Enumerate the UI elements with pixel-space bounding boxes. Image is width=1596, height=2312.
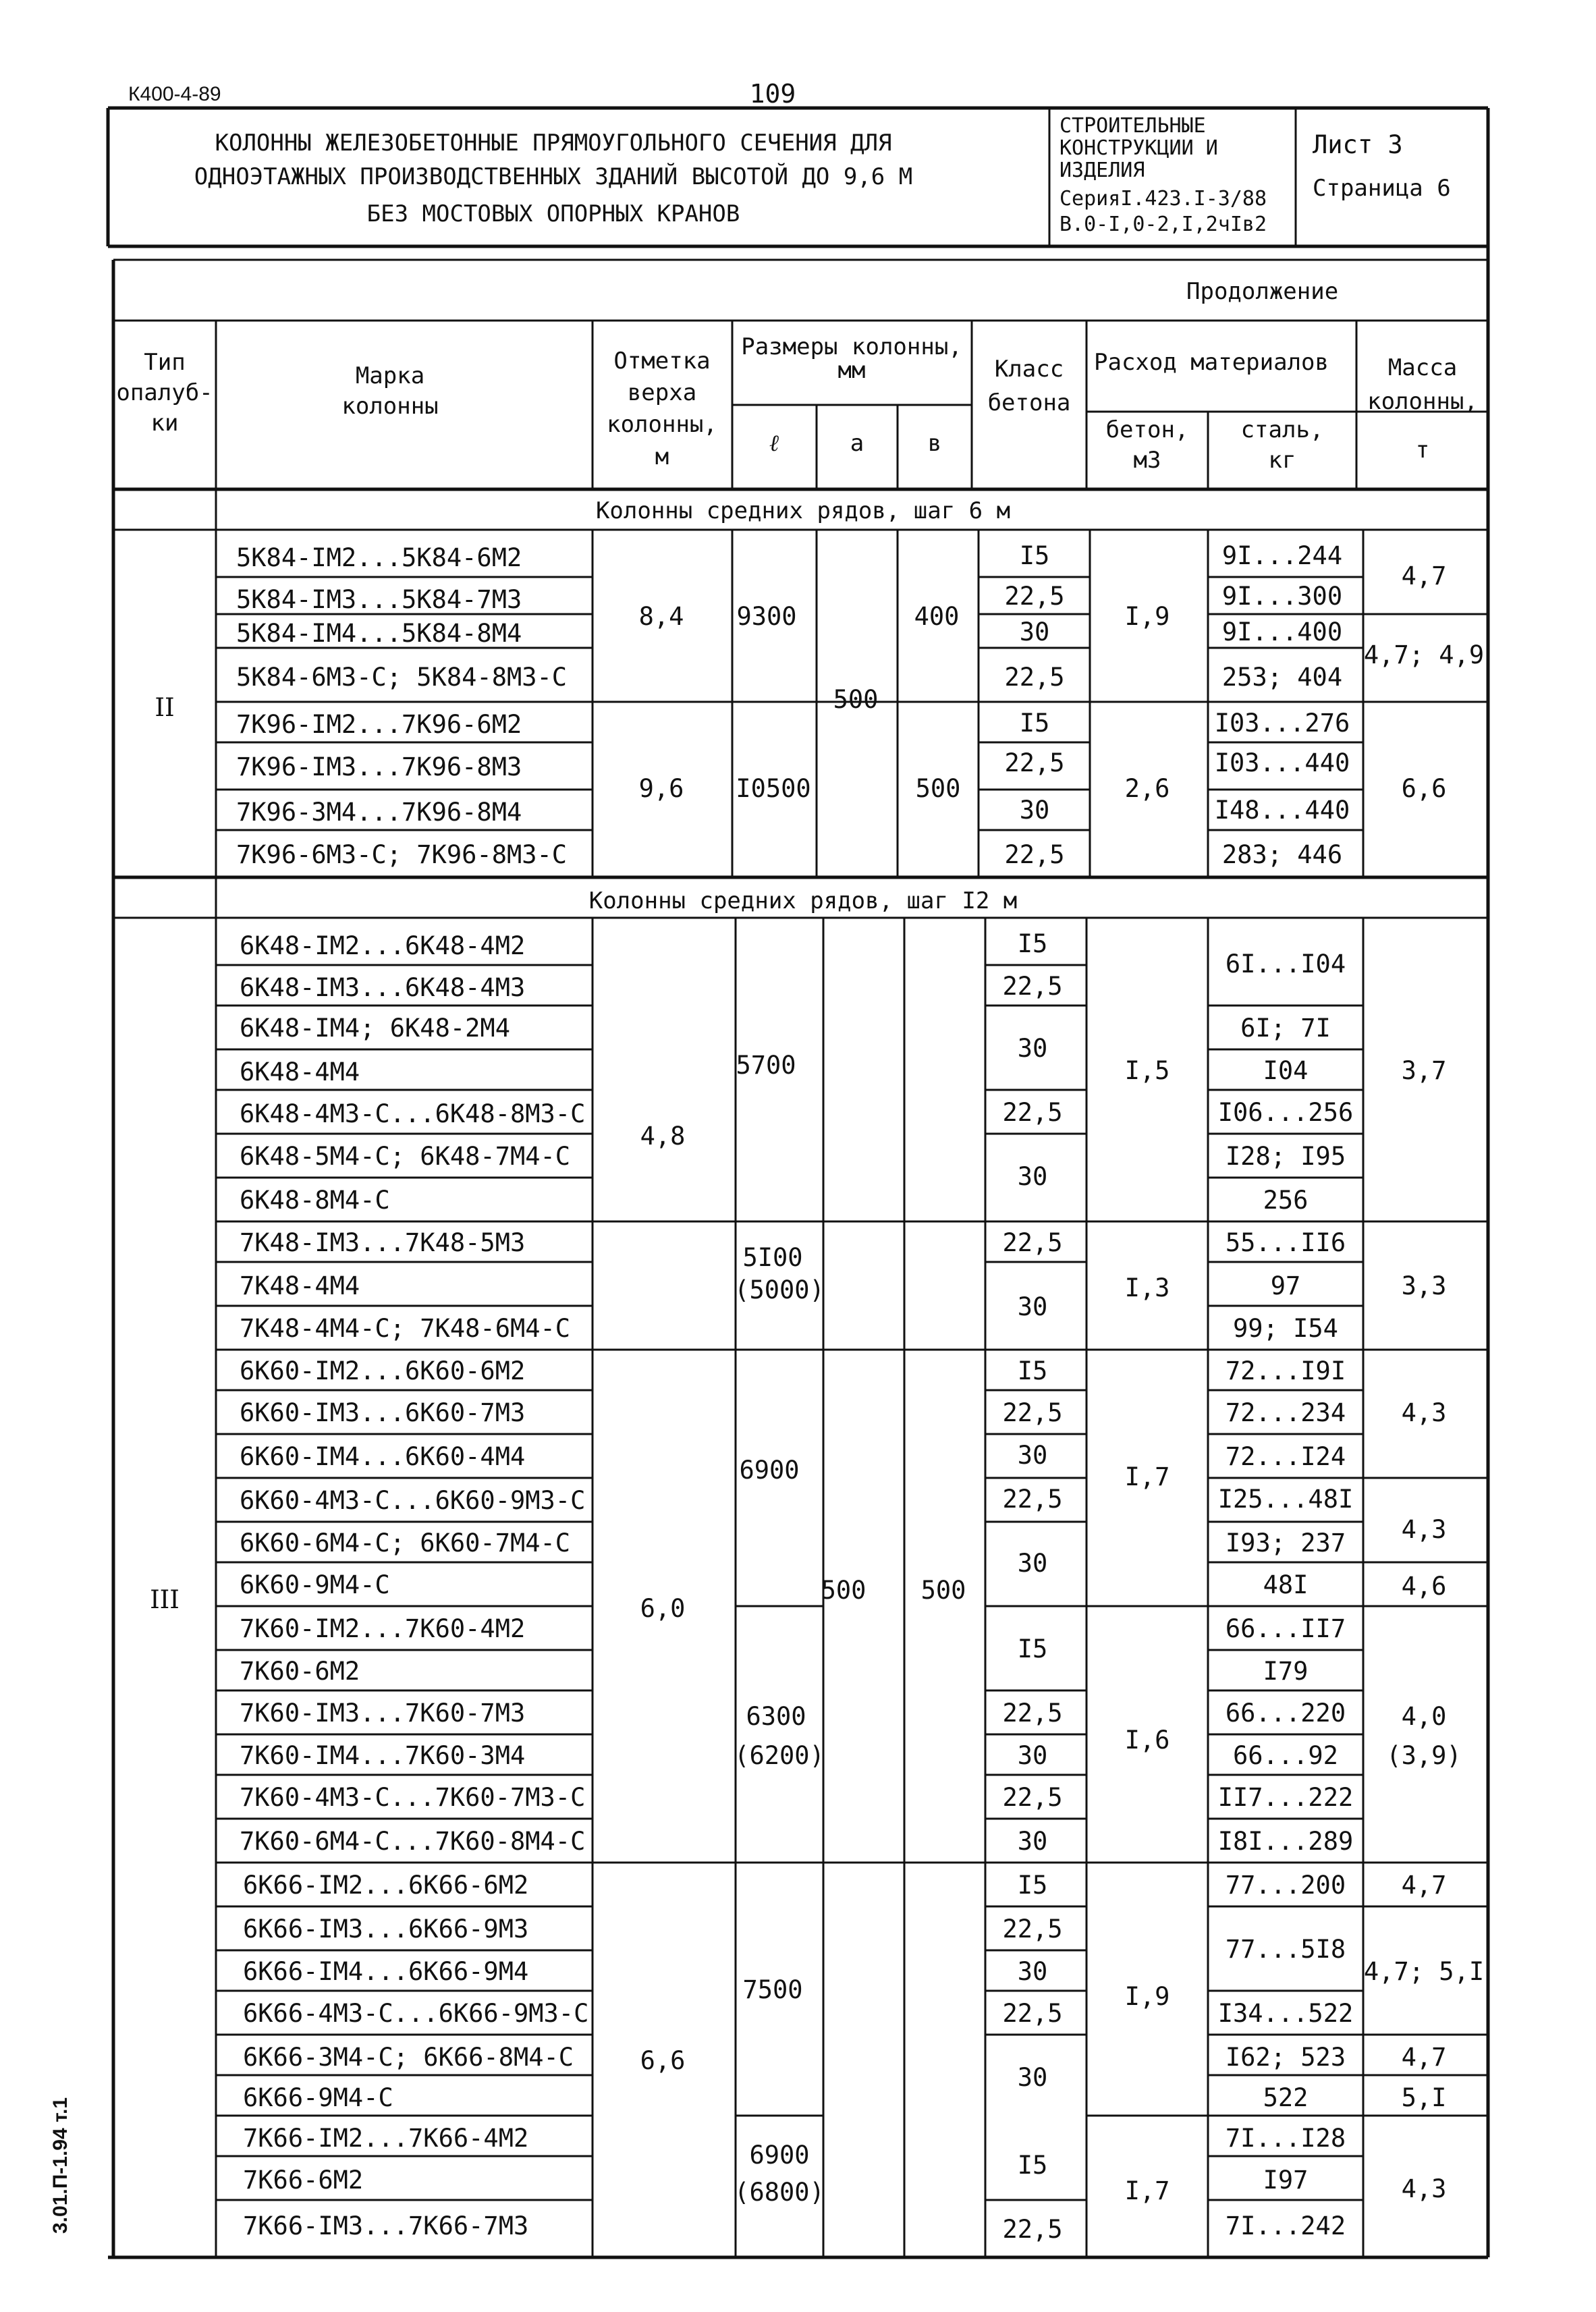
s1-class-1: I5 bbox=[1019, 541, 1050, 570]
s1-mark-5: 7К96-IМ2...7К96-6М2 bbox=[236, 710, 522, 739]
s2-steel-4: I06...256 bbox=[1217, 1098, 1354, 1127]
s2-class-5: 30 bbox=[1017, 1162, 1048, 1191]
s2-mark-15: 6К60-6М4-С; 6К60-7М4-С bbox=[240, 1529, 571, 1558]
s2-mass-4: 4,3 bbox=[1401, 1515, 1447, 1544]
s1-steel-5: I03...276 bbox=[1214, 709, 1350, 738]
s2-steel-2: 6I; 7I bbox=[1240, 1014, 1331, 1043]
s1-mark-3: 5К84-IМ4...5К84-8М4 bbox=[236, 619, 522, 648]
s1-steel-6: I03...440 bbox=[1214, 748, 1350, 777]
s1-mark-7: 7К96-3М4...7К96-8М4 bbox=[236, 798, 522, 827]
s1-class-4: 22,5 bbox=[1004, 663, 1065, 692]
s2-class-23: I5 bbox=[1017, 2151, 1048, 2180]
hdr-mass-2: колонны, bbox=[1367, 388, 1478, 415]
s2-steel-9: 99; I54 bbox=[1233, 1314, 1338, 1343]
s2-steel-1: 6I...I04 bbox=[1225, 949, 1346, 979]
s2-length-3: (5000) bbox=[734, 1275, 825, 1304]
hdr-class-2: бетона bbox=[987, 389, 1071, 416]
s2-mass-1: 3,7 bbox=[1401, 1056, 1447, 1085]
s2-class-10: 30 bbox=[1017, 1441, 1048, 1470]
s2-steel-23: 77...5I8 bbox=[1225, 1935, 1346, 1964]
s1-class-5: I5 bbox=[1019, 709, 1050, 738]
hdr-top-mark: Отметка bbox=[613, 348, 711, 375]
s2-steel-25: I62; 523 bbox=[1225, 2043, 1346, 2072]
s1-length-2: I0500 bbox=[736, 774, 811, 803]
s2-mass-2: 3,3 bbox=[1401, 1271, 1447, 1300]
s2-class-13: I5 bbox=[1017, 1634, 1048, 1663]
s2-length-8: 6900 bbox=[749, 2141, 810, 2170]
hdr-type-3: ки bbox=[150, 410, 179, 437]
s2-concrete-3: I,7 bbox=[1124, 1462, 1170, 1491]
s2-mass-12: 4,3 bbox=[1401, 2174, 1447, 2203]
s1-steel-7: I48...440 bbox=[1214, 796, 1350, 825]
series-line-5: B.0-I,0-2,I,2чIв2 bbox=[1060, 213, 1267, 236]
doc-code: К400-4-89 bbox=[128, 83, 221, 105]
s1-mark-2: 5К84-IМ3...5К84-7М3 bbox=[236, 585, 522, 614]
s2-mark-5: 6К48-4М3-С...6К48-8М3-С bbox=[240, 1099, 586, 1128]
s2-concrete-1: I,5 bbox=[1124, 1056, 1170, 1085]
series-line-1: СТРОИТЕЛЬНЫЕ bbox=[1060, 114, 1206, 138]
hdr-mark-2: колонны bbox=[341, 393, 439, 420]
s2-top-mark-2: 6,0 bbox=[640, 1594, 686, 1623]
s2-length-4: 6900 bbox=[739, 1456, 800, 1485]
s1-b-1: 400 bbox=[914, 602, 960, 631]
s2-steel-5: I28; I95 bbox=[1225, 1142, 1346, 1171]
s2-mark-27: 6К66-3М4-С; 6К66-8М4-С bbox=[243, 2043, 574, 2072]
s2-class-24: 22,5 bbox=[1002, 2215, 1063, 2244]
s2-class-2: 22,5 bbox=[1002, 972, 1063, 1001]
s2-class-9: 22,5 bbox=[1002, 1398, 1063, 1427]
s1-steel-1: 9I...244 bbox=[1221, 541, 1343, 570]
section1-type: II bbox=[155, 693, 175, 722]
s2-mark-14: 6К60-4М3-С...6К60-9М3-С bbox=[240, 1486, 586, 1515]
s2-concrete-2: I,3 bbox=[1124, 1273, 1170, 1302]
hdr-materials: Расход материалов bbox=[1094, 349, 1329, 376]
s2-class-8: I5 bbox=[1017, 1356, 1048, 1385]
title-line-3: БЕЗ МОСТОВЫХ ОПОРНЫХ КРАНОВ bbox=[366, 200, 740, 227]
s1-mark-8: 7К96-6М3-С; 7К96-8М3-С bbox=[236, 840, 568, 869]
s2-steel-21: I8I...289 bbox=[1217, 1827, 1354, 1856]
side-stamp bbox=[51, 2097, 71, 2234]
s1-mark-4: 5К84-6М3-С; 5К84-8М3-С bbox=[236, 663, 568, 692]
hdr-mass: Масса bbox=[1387, 354, 1458, 381]
s2-mark-8: 7К48-IМ3...7К48-5М3 bbox=[240, 1228, 526, 1257]
section2-type: III bbox=[150, 1585, 180, 1614]
s2-steel-8: 97 bbox=[1270, 1271, 1301, 1300]
s2-steel-24: I34...522 bbox=[1217, 1999, 1354, 2028]
s2-concrete-4: I,6 bbox=[1124, 1726, 1170, 1755]
s2-mark-28: 6К66-9М4-С bbox=[243, 2083, 393, 2112]
s2-mark-11: 6К60-IМ2...6К60-6М2 bbox=[240, 1356, 526, 1385]
s2-mass-5: 4,6 bbox=[1401, 1572, 1447, 1601]
s2-class-4: 22,5 bbox=[1002, 1098, 1063, 1127]
s1-steel-2: 9I...300 bbox=[1221, 582, 1343, 611]
s2-steel-3: I04 bbox=[1263, 1056, 1309, 1085]
s2-class-15: 30 bbox=[1017, 1741, 1048, 1770]
s2-mark-2: 6К48-IМ3...6К48-4М3 bbox=[240, 973, 526, 1002]
s2-class-3: 30 bbox=[1017, 1034, 1048, 1063]
s2-class-12: 30 bbox=[1017, 1549, 1048, 1578]
s2-steel-29: 7I...242 bbox=[1225, 2211, 1346, 2240]
s2-length-5: 6300 bbox=[746, 1702, 806, 1731]
s2-mass-11: 5,I bbox=[1401, 2083, 1447, 2112]
continuation-label: Продолжение bbox=[1186, 278, 1339, 305]
s1-mark-1: 5К84-IМ2...5К84-6М2 bbox=[236, 543, 522, 572]
hdr-top-mark-2: верха bbox=[627, 379, 697, 406]
s2-b: 500 bbox=[920, 1576, 966, 1605]
s2-mark-16: 6К60-9М4-С bbox=[240, 1570, 390, 1599]
s2-steel-17: I79 bbox=[1263, 1657, 1309, 1686]
s1-concrete-2: 2,6 bbox=[1124, 774, 1170, 803]
hdr-type: Тип bbox=[144, 349, 186, 376]
s2-steel-12: 72...I24 bbox=[1225, 1442, 1346, 1471]
s2-class-18: I5 bbox=[1017, 1871, 1048, 1900]
s2-mark-18: 7К60-6М2 bbox=[240, 1657, 360, 1686]
s1-mass-2: 4,7; 4,9 bbox=[1363, 640, 1485, 669]
s2-concrete-6: I,7 bbox=[1124, 2176, 1170, 2205]
hdr-dims: Размеры колонны, bbox=[741, 333, 962, 360]
s1-steel-8: 283; 446 bbox=[1221, 840, 1343, 869]
s2-steel-22: 77...200 bbox=[1225, 1871, 1346, 1900]
s2-class-11: 22,5 bbox=[1002, 1485, 1063, 1514]
hdr-class: Класс bbox=[994, 356, 1064, 383]
s2-mark-12: 6К60-IМ3...6К60-7М3 bbox=[240, 1398, 526, 1427]
series-line-4: СерияI.423.I-3/88 bbox=[1060, 187, 1267, 211]
s2-steel-20: II7...222 bbox=[1217, 1783, 1354, 1812]
s1-top-mark-2: 9,6 bbox=[638, 774, 684, 803]
s2-mass-3: 4,3 bbox=[1401, 1398, 1447, 1427]
s2-mass-9: 4,7; 5,I bbox=[1363, 1957, 1485, 1986]
s2-class-19: 22,5 bbox=[1002, 1915, 1063, 1944]
s1-b-2: 500 bbox=[915, 774, 961, 803]
hdr-top-mark-3: колонны, bbox=[607, 411, 717, 438]
s2-steel-10: 72...I9I bbox=[1225, 1356, 1346, 1385]
s2-length-7: 7500 bbox=[742, 1975, 803, 2004]
s1-class-8: 22,5 bbox=[1004, 840, 1065, 869]
s2-steel-7: 55...II6 bbox=[1225, 1228, 1346, 1257]
s2-steel-28: I97 bbox=[1263, 2166, 1309, 2195]
section2-title: Колонны средних рядов, шаг I2 м bbox=[588, 887, 1018, 914]
s2-mark-31: 7К66-IМ3...7К66-7М3 bbox=[243, 2211, 529, 2240]
s1-class-6: 22,5 bbox=[1004, 748, 1065, 777]
title-line-1: КОЛОННЫ ЖЕЛЕЗОБЕТОННЫЕ ПРЯМОУГОЛЬНОГО СЕЧЕНИЯ ДЛЯ bbox=[215, 130, 892, 157]
s2-mark-1: 6К48-IМ2...6К48-4М2 bbox=[240, 931, 526, 960]
side-stamp-text: 3.01.П-1.94 т.1 bbox=[49, 2097, 72, 2234]
s1-a: 500 bbox=[833, 685, 879, 714]
s1-steel-3: 9I...400 bbox=[1221, 617, 1343, 646]
s2-mark-25: 6К66-IМ4...6К66-9М4 bbox=[243, 1957, 529, 1986]
s2-steel-19: 66...92 bbox=[1233, 1741, 1338, 1770]
section1-title: Колонны средних рядов, шаг 6 м bbox=[595, 497, 1011, 524]
sheet-label: Лист 3 bbox=[1313, 130, 1403, 159]
hdr-l: ℓ bbox=[769, 430, 779, 457]
s2-mark-13: 6К60-IМ4...6К60-4М4 bbox=[240, 1442, 526, 1471]
s2-length-9: (6800) bbox=[734, 2178, 825, 2207]
s2-steel-27: 7I...I28 bbox=[1225, 2124, 1346, 2153]
hdr-steel: сталь, bbox=[1240, 416, 1324, 443]
s2-steel-15: 48I bbox=[1263, 1570, 1309, 1599]
s2-mass-6: 4,0 bbox=[1401, 1702, 1447, 1731]
s2-class-21: 22,5 bbox=[1002, 1999, 1063, 2028]
s2-mark-24: 6К66-IМ3...6К66-9М3 bbox=[243, 1915, 529, 1944]
s2-mark-19: 7К60-IМ3...7К60-7М3 bbox=[240, 1699, 526, 1728]
s1-mass-3: 6,6 bbox=[1401, 774, 1447, 803]
s2-mark-17: 7К60-IМ2...7К60-4М2 bbox=[240, 1614, 526, 1643]
s2-mark-21: 7К60-4М3-С...7К60-7М3-С bbox=[240, 1783, 586, 1812]
s2-mark-23: 6К66-IМ2...6К66-6М2 bbox=[243, 1871, 529, 1900]
hdr-b: в bbox=[927, 430, 942, 457]
series-line-2: КОНСТРУКЦИИ И bbox=[1060, 136, 1218, 160]
s1-length-1: 9300 bbox=[736, 602, 797, 631]
s2-class-1: I5 bbox=[1017, 929, 1048, 958]
s2-steel-16: 66...II7 bbox=[1225, 1614, 1346, 1643]
s2-concrete-5: I,9 bbox=[1124, 1982, 1170, 2011]
s1-steel-4: 253; 404 bbox=[1221, 663, 1343, 692]
hdr-mass-3: т bbox=[1415, 437, 1430, 464]
s2-steel-26: 522 bbox=[1263, 2083, 1309, 2112]
hdr-steel-2: кг bbox=[1268, 447, 1296, 474]
s2-mass-10: 4,7 bbox=[1401, 2043, 1447, 2072]
s1-top-mark-1: 8,4 bbox=[638, 602, 684, 631]
s2-length-2: 5I00 bbox=[742, 1243, 803, 1272]
title-line-2: ОДНОЭТАЖНЫХ ПРОИЗВОДСТВЕННЫХ ЗДАНИЙ ВЫСОТОЙ ДО 9,6 М bbox=[194, 163, 913, 190]
s2-class-14: 22,5 bbox=[1002, 1699, 1063, 1728]
s2-steel-18: 66...220 bbox=[1225, 1699, 1346, 1728]
hdr-dims-2: мм bbox=[837, 357, 866, 384]
hdr-a: а bbox=[850, 430, 864, 457]
s2-steel-14: I93; 237 bbox=[1225, 1529, 1346, 1558]
s1-concrete-1: I,9 bbox=[1124, 602, 1170, 631]
s2-class-22: 30 bbox=[1017, 2063, 1048, 2092]
s2-mark-26: 6К66-4М3-С...6К66-9М3-С bbox=[243, 1999, 589, 2028]
hdr-concrete-2: м3 bbox=[1133, 447, 1161, 474]
s1-class-2: 22,5 bbox=[1004, 582, 1065, 611]
s2-length-1: 5700 bbox=[736, 1051, 796, 1080]
s2-steel-13: I25...48I bbox=[1217, 1485, 1354, 1514]
hdr-top-mark-4: м bbox=[655, 443, 669, 470]
hdr-type-2: опалуб- bbox=[116, 379, 213, 406]
s2-mark-10: 7К48-4М4-С; 7К48-6М4-С bbox=[240, 1314, 571, 1343]
s2-mark-29: 7К66-IМ2...7К66-4М2 bbox=[243, 2124, 529, 2153]
s2-class-17: 30 bbox=[1017, 1827, 1048, 1856]
s2-mass-7: (3,9) bbox=[1386, 1741, 1462, 1770]
s2-mark-9: 7К48-4М4 bbox=[240, 1271, 360, 1300]
s2-top-mark-3: 6,6 bbox=[640, 2046, 686, 2075]
s1-mass-1: 4,7 bbox=[1401, 561, 1447, 590]
page-number: 109 bbox=[749, 79, 796, 109]
s2-length-6: (6200) bbox=[734, 1741, 825, 1770]
s2-mark-3: 6К48-IМ4; 6К48-2М4 bbox=[240, 1014, 510, 1043]
s2-mass-8: 4,7 bbox=[1401, 1871, 1447, 1900]
s1-class-3: 30 bbox=[1019, 617, 1050, 646]
s2-mark-20: 7К60-IМ4...7К60-3М4 bbox=[240, 1741, 526, 1770]
series-line-3: ИЗДЕЛИЯ bbox=[1060, 159, 1145, 182]
s2-mark-22: 7К60-6М4-С...7К60-8М4-С bbox=[240, 1827, 586, 1856]
s2-class-20: 30 bbox=[1017, 1957, 1048, 1986]
page-label: Страница 6 bbox=[1313, 175, 1451, 202]
s2-mark-30: 7К66-6М2 bbox=[243, 2166, 364, 2195]
s2-class-6: 22,5 bbox=[1002, 1228, 1063, 1257]
s2-top-mark-1: 4,8 bbox=[640, 1122, 686, 1151]
hdr-mark: Марка bbox=[355, 362, 425, 389]
hdr-concrete: бетон, bbox=[1105, 416, 1189, 443]
s1-class-7: 30 bbox=[1019, 796, 1050, 825]
s2-class-7: 30 bbox=[1017, 1292, 1048, 1321]
s1-mark-6: 7К96-IМ3...7К96-8М3 bbox=[236, 752, 522, 781]
s2-a: 500 bbox=[821, 1576, 866, 1605]
s2-mark-7: 6К48-8М4-С bbox=[240, 1186, 390, 1215]
s2-class-16: 22,5 bbox=[1002, 1783, 1063, 1812]
s2-mark-6: 6К48-5М4-С; 6К48-7М4-С bbox=[240, 1142, 571, 1171]
s2-mark-4: 6К48-4М4 bbox=[240, 1057, 360, 1086]
s2-steel-6: 256 bbox=[1263, 1186, 1309, 1215]
s2-steel-11: 72...234 bbox=[1225, 1398, 1346, 1427]
